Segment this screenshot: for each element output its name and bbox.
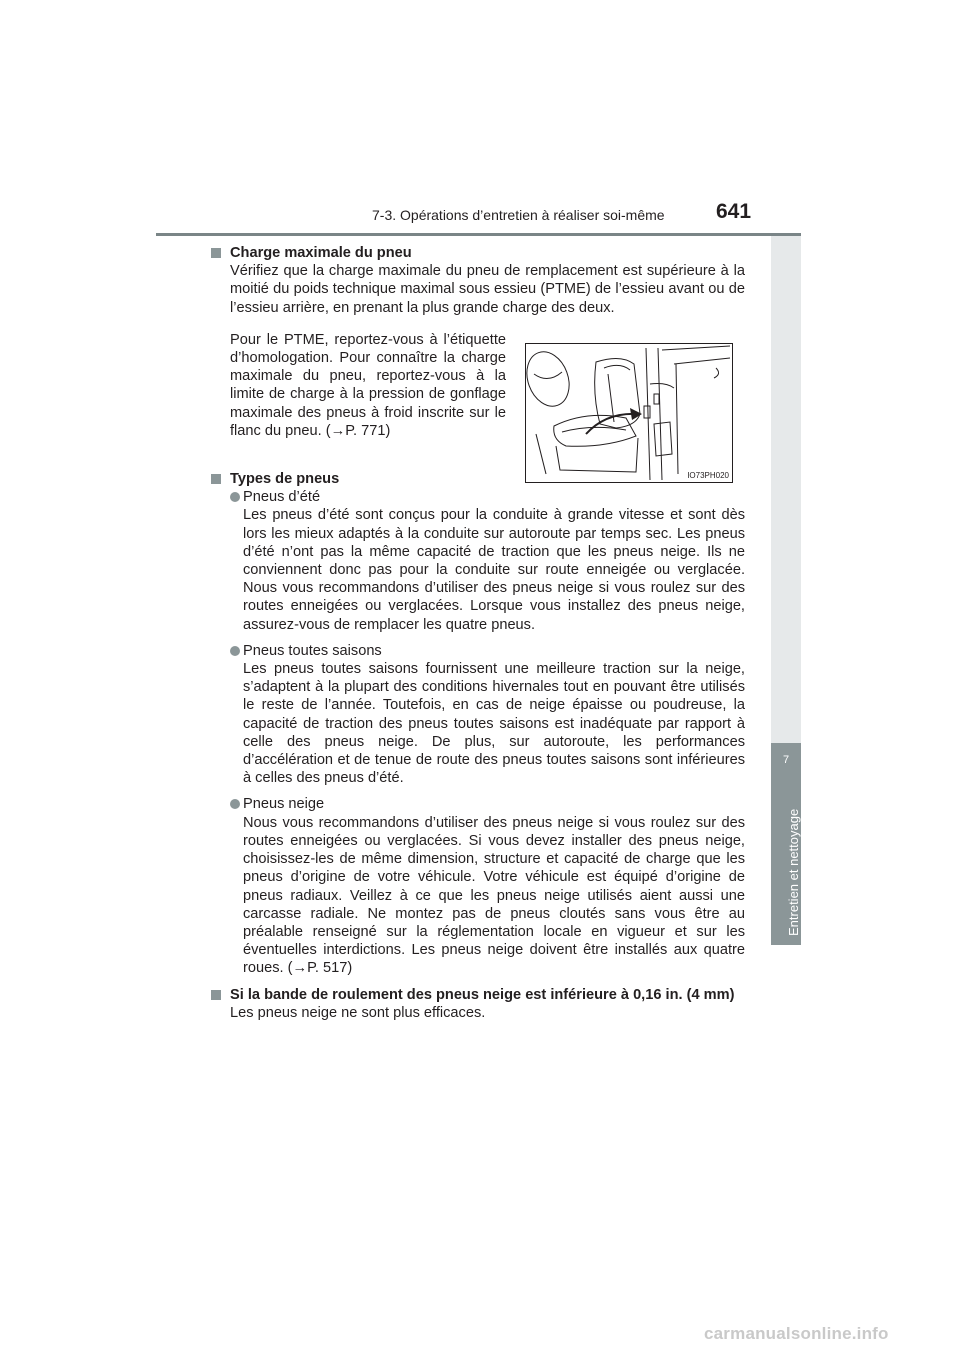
bullet-label: Pneus toutes saisons	[243, 642, 382, 659]
section-marker-icon	[211, 990, 221, 1000]
bullet-all-season-tires	[230, 642, 745, 660]
bullet-dot-icon	[230, 646, 240, 656]
chapter-label: Entretien et nettoyage	[786, 808, 801, 936]
charge-paragraph: Vérifiez que la charge maximale du pneu de remplacement est supérieure à la moitié du poids technique maximal sous essieu (PTME) de l’essieu avant ou de l’essieu arrière, en prenant la plus grande charge des deux.	[230, 263, 745, 316]
heading-text: Charge maximale du pneu	[230, 245, 412, 261]
heading-tread-depth	[213, 986, 745, 1004]
heading-text: Si la bande de roulement des pneus neige est inférieure à 0,16 in. (4 mm)	[230, 986, 735, 1003]
car-door-illustration	[526, 344, 732, 482]
door-pillar-label-illustration	[525, 343, 733, 483]
heading-text: Types de pneus	[230, 471, 340, 488]
snow-tires-text: Nous vous recommandons d’utiliser des pneus neige si vous roulez sur des routes enneigées ou verglacées. Si vous devez installer des pneus neige, choisissez-les de même dimension, structure et capacité de charge que les pneus d’origine de votre véhicule. Votre véhicule est équipé d’origine de pneus radiaux. Veillez à ce que les pneus neige utilisés aient aussi une carcasse radiale. Ne montez pas de pneus cloutés sans vous être au préalable renseigné sur la réglementation locale en vigueur et sur les éventuelles interdictions. Les pneus neige doivent être installés aux quatre roues. (→P. 517)	[243, 814, 745, 977]
figure-code: IO73PH020	[687, 471, 729, 480]
header-rule	[156, 233, 801, 236]
summer-tires-text: Les pneus d’été sont conçus pour la conduite à grande vitesse et sont dès lors les mieux adaptés à la conduite sur autoroute par temps sec. Les pneus d’été n’ont pas la même capacité de traction que les pneus neige. Ils ne conviennent donc pas pour la conduite sur route enneigée ou verglacée. Nous vous recommandons d’utiliser des pneus neige si vous roulez sur des routes enneigées ou verglacées. Lorsque vous installez des pneus neige, assurez-vous de remplacer les quatre pneus.	[243, 507, 745, 633]
page-number: 641	[716, 200, 752, 223]
all-season-tires-text: Les pneus toutes saisons fournissent une meilleure traction sur la neige, s’adaptent à la plupart des conditions hivernales tout en pouvant être utilisés le reste de l’année. Toutefois, en cas de neige épaisse ou poudreuse, la capacité de traction des pneus toutes saisons est inadéquate par rapport à celle des pneus neige. De plus, sur autoroute, les performances d’accélération et de tenue de route des pneus toutes saisons sont inférieures à celles des pneus d’été.	[243, 661, 745, 787]
bullet-summer-tires	[230, 488, 745, 506]
section-marker-icon	[211, 474, 221, 484]
ptme-paragraph: Pour le PTME, reportez-vous à l’étiquette d’homologation. Pour connaître la charge maximale du pneu, reportez-vous à la limite de charge à la pression de gonflage maximale des pneus à froid inscrite sur le flanc du pneu. (→P. 771)	[230, 331, 506, 439]
watermark: carmanualsonline.info	[704, 1324, 889, 1343]
bullet-label: Pneus neige	[243, 796, 325, 813]
bullet-label: Pneus d’été	[243, 489, 321, 506]
chapter-number: 7	[782, 754, 790, 766]
section-header-title: 7-3. Opérations d’entretien à réaliser soi-même	[372, 207, 665, 223]
heading-charge-maximale	[213, 244, 745, 262]
bullet-snow-tires	[230, 795, 745, 813]
section-marker-icon	[211, 248, 221, 258]
side-tab-track	[771, 236, 801, 743]
tread-depth-text: Les pneus neige ne sont plus efficaces.	[230, 1004, 486, 1021]
